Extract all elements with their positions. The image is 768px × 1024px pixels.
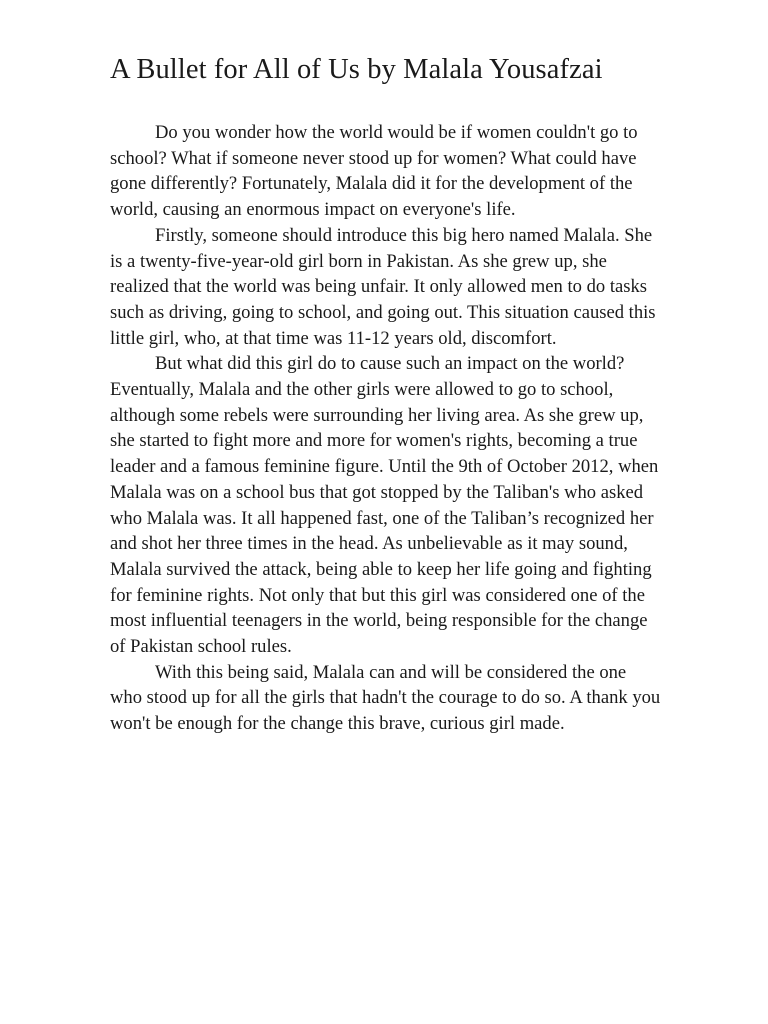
document-title: A Bullet for All of Us by Malala Yousafzai <box>110 54 603 85</box>
paragraph-1: Do you wonder how the world would be if women couldn't go to school? What if someone never stood up for women? What could have gone differently? Fortunately, Malala did it for the development of the world, causing an enormous impact on everyone's life. <box>110 122 638 221</box>
paragraph-3: But what did this girl do to cause such an impact on the world? Eventually, Malala and the other girls were allowed to go to school, although some rebels were surrounding her living area. As she grew up, she started to fight more and more for women's rights, becoming a true leader and a famous feminine figure. Until the 9th of October 2012, when Malala was on a school bus that got stopped by the Taliban's who asked who Malala was. It all happened fast, one of the Taliban’s recognized her and shot her three times in the head. As unbelievable as it may sound, Malala survived the attack, being able to keep her life going and fighting for feminine rights. Not only that but this girl was considered one of the most influential teenagers in the world, being responsible for the change of Pakistan school rules. <box>110 353 659 658</box>
document-body <box>110 120 662 737</box>
paragraph-4: With this being said, Malala can and will be considered the one who stood up for all the girls that hadn't the courage to do so. A thank you won't be enough for the change this brave, curious girl made. <box>110 661 661 735</box>
paragraph-2: Firstly, someone should introduce this big hero named Malala. She is a twenty-five-year-old girl born in Pakistan. As she grew up, she realized that the world was being unfair. It only allowed men to do tasks such as driving, going to school, and going out. This situation caused this little girl, who, at that time was 11-12 years old, discomfort. <box>110 224 656 349</box>
document-page <box>110 50 662 737</box>
